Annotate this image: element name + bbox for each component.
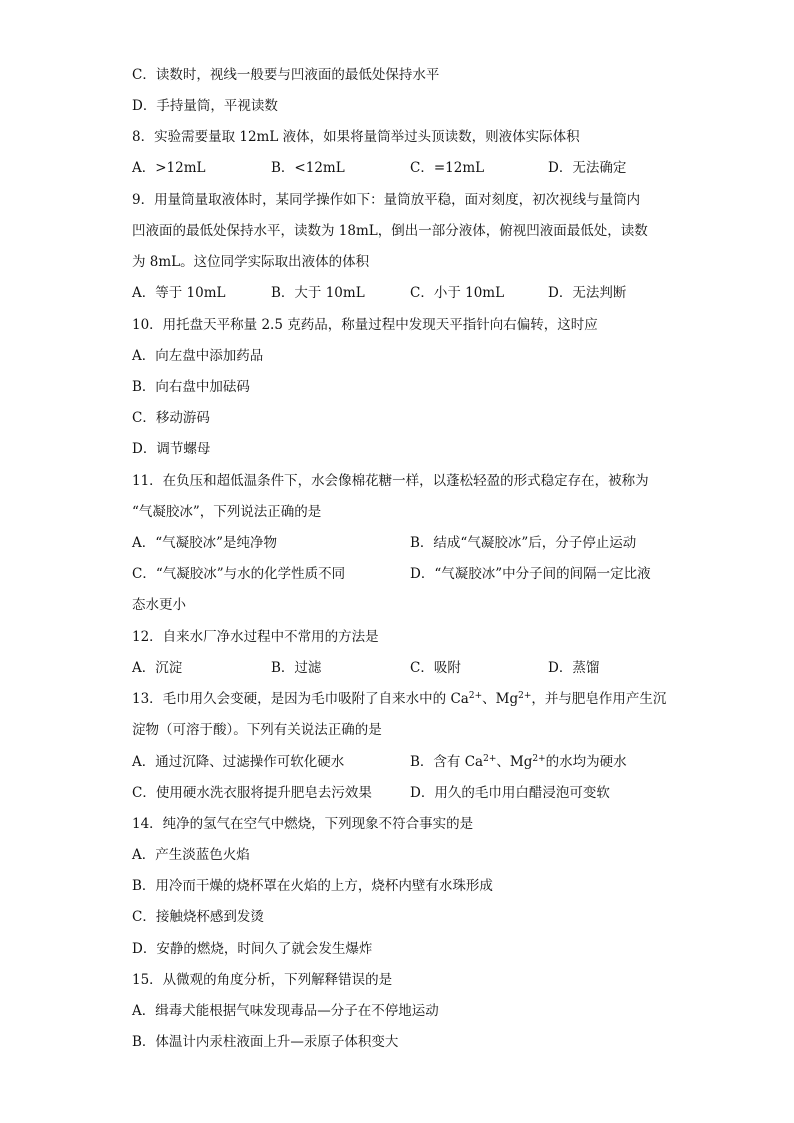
question-12: 12．自来水厂净水过程中不常用的方法是	[132, 629, 379, 645]
q8-option-b: B．<12mL	[271, 160, 345, 176]
question-11-line-1: 11．在负压和超低温条件下，水会像棉花糖一样，以蓬松轻盈的形式稳定存在，被称为	[132, 473, 649, 489]
q13-option-d: D．用久的毛巾用白醋浸泡可变软	[410, 785, 610, 801]
question-9-line-2: 凹液面的最低处保持水平，读数为 18mL，倒出一部分液体，俯视凹液面最低处，读数	[132, 223, 648, 239]
question-9-line-3: 为 8mL。这位同学实际取出液体的体积	[132, 254, 370, 270]
q13-option-a: A．通过沉降、过滤操作可软化硬水	[132, 754, 345, 770]
q9-option-b: B．大于 10mL	[271, 285, 365, 301]
q10-option-d: D．调节螺母	[132, 441, 211, 457]
question-10: 10．用托盘天平称量 2.5 克药品，称量过程中发现天平指针向右偏转，这时应	[132, 317, 598, 333]
q8-option-a: A．>12mL	[132, 160, 206, 176]
q11-option-a: A．“气凝胶冰”是纯净物	[132, 535, 278, 551]
q13-option-b	[410, 752, 627, 772]
q13-b-mg-charge: 2+	[532, 754, 546, 764]
question-8: 8．实验需要量取 12mL 液体，如果将量筒举过头顶读数，则液体实际体积	[132, 129, 580, 145]
q13-mg-charge: 2+	[518, 691, 532, 701]
q14-option-d: D．安静的燃烧，时间久了就会发生爆炸	[132, 941, 373, 957]
q12-option-a: A．沉淀	[132, 660, 183, 676]
q12-option-b: B．过滤	[271, 660, 322, 676]
q13-text-post: ，并与肥皂作用产生沉	[531, 691, 667, 707]
q13-b-ca-charge: 2+	[483, 754, 497, 764]
q13-b-pre: B．含有 Ca	[410, 754, 484, 770]
q13-ca-charge: 2+	[468, 691, 483, 701]
question-14: 14．纯净的氢气在空气中燃烧，下列现象不符合事实的是	[132, 816, 474, 832]
q11-option-b: B．结成“气凝胶冰”后，分子停止运动	[410, 535, 637, 551]
q8-option-c: C．=12mL	[410, 160, 485, 176]
q8-option-d: D．无法确定	[548, 160, 627, 176]
q10-option-b: B．向右盘中加砝码	[132, 379, 250, 395]
q9-option-a: A．等于 10mL	[132, 285, 226, 301]
q15-option-b: B．体温计内汞柱液面上升—汞原子体积变大	[132, 1034, 399, 1050]
q11-option-d: D．“气凝胶冰”中分子间的间隔一定比液	[410, 566, 651, 582]
q13-option-c: C．使用硬水洗衣服将提升肥皂去污效果	[132, 785, 372, 801]
q11-option-c: C．“气凝胶冰”与水的化学性质不同	[132, 566, 346, 582]
q13-b-mid: 、Mg	[496, 754, 533, 770]
question-13-line-2: 淀物（可溶于酸）。下列有关说法正确的是	[132, 722, 382, 738]
q9-option-d: D．无法判断	[548, 285, 627, 301]
q14-option-c: C．接触烧杯感到发烫	[132, 909, 264, 925]
q14-option-a: A．产生淡蓝色火焰	[132, 847, 250, 863]
q13-text-mid: 、Mg	[482, 691, 519, 707]
q11-option-d-continued: 态水更小	[132, 597, 186, 613]
q10-option-c: C．移动游码	[132, 410, 210, 426]
question-11-line-2: “气凝胶冰”，下列说法正确的是	[132, 504, 322, 520]
q7-option-c: C．读数时，视线一般要与凹液面的最低处保持水平	[132, 67, 440, 83]
question-13-line-1	[132, 689, 666, 709]
q7-option-d: D．手持量筒，平视读数	[132, 98, 278, 114]
question-15: 15．从微观的角度分析，下列解释错误的是	[132, 972, 393, 988]
q9-option-c: C．小于 10mL	[410, 285, 505, 301]
q12-option-d: D．蒸馏	[548, 660, 600, 676]
q13-b-post: 的水均为硬水	[545, 754, 627, 770]
q12-option-c: C．吸附	[410, 660, 461, 676]
q15-option-a: A．缉毒犬能根据气味发现毒品—分子在不停地运动	[132, 1003, 439, 1019]
q10-option-a: A．向左盘中添加药品	[132, 348, 264, 364]
q14-option-b: B．用冷而干燥的烧杯罩在火焰的上方，烧杯内壁有水珠形成	[132, 878, 493, 894]
q13-text-pre: 13．毛巾用久会变硬，是因为毛巾吸附了自来水中的 Ca	[132, 691, 469, 707]
question-9-line-1: 9．用量筒量取液体时，某同学操作如下：量筒放平稳，面对刻度，初次视线与量筒内	[132, 192, 641, 208]
